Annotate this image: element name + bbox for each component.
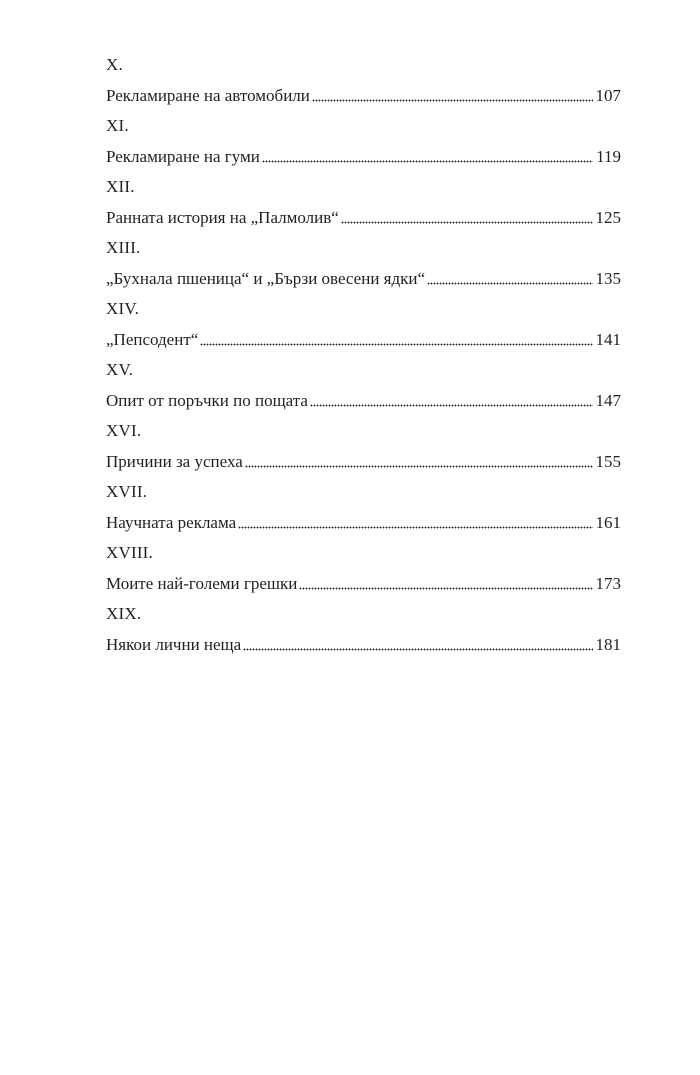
page-number: 135 (595, 269, 621, 288)
toc-line (106, 391, 621, 411)
toc-entry (106, 299, 621, 360)
toc-line (106, 147, 621, 167)
toc-entry (106, 238, 621, 299)
chapter-title: Опит от поръчки по пощата (106, 391, 308, 410)
dot-leader (341, 220, 593, 224)
dot-leader (238, 525, 592, 529)
toc-entry (106, 360, 621, 421)
chapter-title: Моите най-големи грешки (106, 574, 298, 593)
chapter-title: Научната реклама (106, 513, 237, 532)
toc-line (106, 330, 621, 350)
toc-line (106, 574, 621, 594)
dot-leader (427, 281, 592, 285)
chapter-number: XVI. (106, 421, 142, 440)
page-number: 125 (595, 208, 621, 227)
page-number: 107 (595, 86, 621, 105)
page-number: 161 (595, 513, 621, 532)
chapter-title: Рекламиране на гуми (106, 147, 260, 166)
toc-entry (106, 482, 621, 543)
dot-leader (312, 98, 593, 102)
page-number: 173 (595, 574, 621, 593)
dot-leader (262, 159, 593, 163)
chapter-number: XII. (106, 177, 135, 196)
toc-entry (106, 55, 621, 116)
dot-leader (200, 342, 592, 346)
chapter-title: Някои лични неща (106, 635, 242, 654)
page-number: 147 (595, 391, 621, 410)
toc-entry (106, 116, 621, 177)
chapter-number: XVIII. (106, 543, 153, 562)
chapter-title: Причини за успеха (106, 452, 243, 471)
page-number: 155 (595, 452, 621, 471)
dot-leader (310, 403, 593, 407)
dot-leader (243, 647, 592, 651)
table-of-contents (106, 55, 621, 665)
dot-leader (299, 586, 592, 590)
chapter-title: „Бухнала пшеница“ и „Бързи овесени ядки“ (106, 269, 426, 288)
toc-entry (106, 177, 621, 238)
dot-leader (245, 464, 593, 468)
toc-entry (106, 421, 621, 482)
toc-line (106, 635, 621, 655)
chapter-number: X. (106, 55, 123, 74)
toc-entry (106, 543, 621, 604)
toc-line (106, 269, 621, 289)
toc-line (106, 208, 621, 228)
chapter-number: XIII. (106, 238, 141, 257)
toc-line (106, 86, 621, 106)
toc-line (106, 452, 621, 472)
chapter-title: „Пепсодент“ (106, 330, 199, 349)
chapter-number: XV. (106, 360, 134, 379)
chapter-title: Рекламиране на автомобили (106, 86, 310, 105)
chapter-number: XI. (106, 116, 129, 135)
chapter-number: XVII. (106, 482, 148, 501)
toc-entry (106, 604, 621, 665)
chapter-title: Ранната история на „Палмолив“ (106, 208, 339, 227)
page-number: 119 (596, 147, 621, 166)
page-number: 181 (595, 635, 621, 654)
chapter-number: XIX. (106, 604, 142, 623)
page-number: 141 (595, 330, 621, 349)
chapter-number: XIV. (106, 299, 140, 318)
toc-line (106, 513, 621, 533)
